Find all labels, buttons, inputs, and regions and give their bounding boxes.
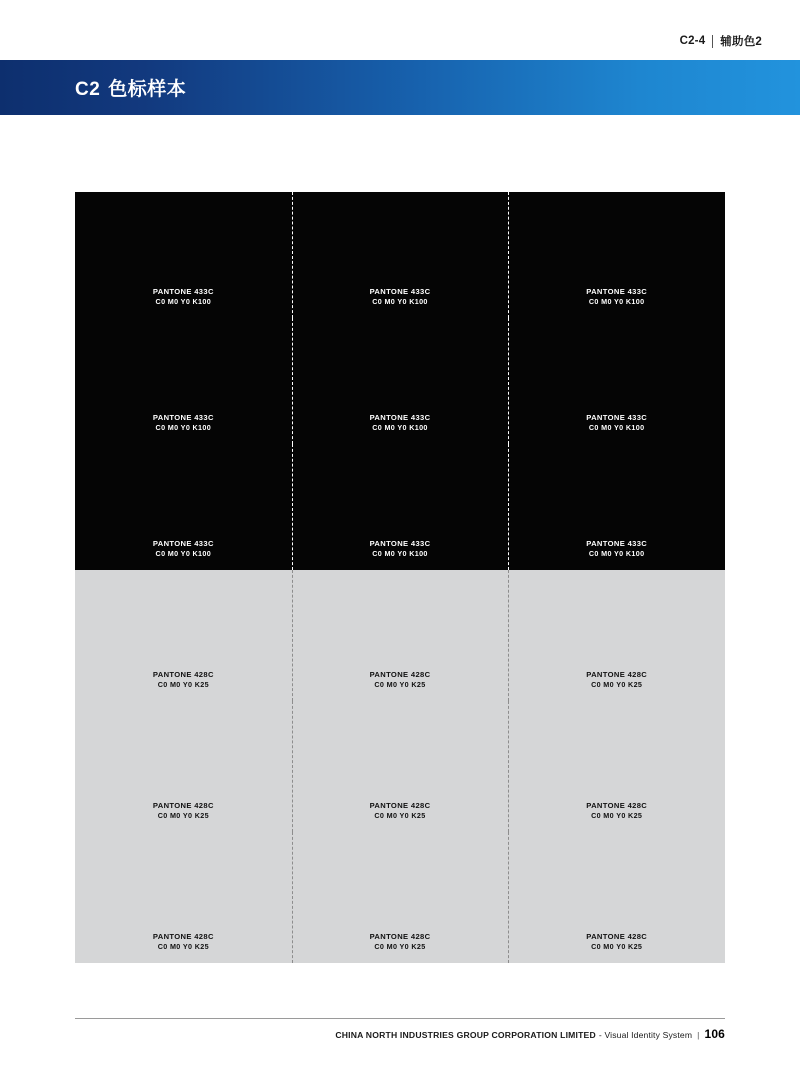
swatch-pantone-name: PANTONE 433C	[586, 538, 648, 548]
color-swatch	[508, 444, 725, 570]
swatch-row	[75, 318, 725, 444]
swatch-cmyk-mix: C0 M0 Y0 K25	[157, 810, 209, 820]
color-swatch	[75, 318, 292, 444]
swatch-caption	[75, 931, 292, 952]
color-swatch	[508, 192, 725, 318]
swatch-cmyk-mix: C0 M0 Y0 K25	[374, 941, 426, 951]
marker-divider	[712, 35, 713, 48]
swatch-pantone-name: PANTONE 428C	[152, 931, 214, 941]
color-swatch	[508, 570, 725, 701]
color-swatch	[75, 832, 292, 963]
swatch-pantone-name: PANTONE 428C	[586, 931, 648, 941]
color-swatch	[508, 832, 725, 963]
color-swatch-grid	[75, 192, 725, 963]
swatch-row	[75, 701, 725, 832]
page-title	[75, 74, 186, 101]
swatch-cmyk-mix: C0 M0 Y0 K25	[374, 679, 426, 689]
section-marker	[680, 33, 762, 49]
swatch-caption	[75, 412, 292, 433]
footer-divider	[75, 1018, 725, 1019]
swatch-cmyk-mix: C0 M0 Y0 K100	[588, 422, 645, 432]
color-swatch	[75, 444, 292, 570]
swatch-caption	[508, 538, 725, 559]
swatch-row	[75, 570, 725, 701]
swatch-caption	[75, 669, 292, 690]
swatch-pantone-name: PANTONE 433C	[152, 286, 214, 296]
swatch-pantone-name: PANTONE 433C	[152, 538, 214, 548]
color-swatch	[292, 832, 509, 963]
swatch-pantone-name: PANTONE 433C	[369, 412, 431, 422]
swatch-caption	[292, 800, 509, 821]
swatch-cmyk-mix: C0 M0 Y0 K100	[372, 296, 428, 306]
color-swatch	[292, 318, 509, 444]
swatch-cmyk-mix: C0 M0 Y0 K25	[591, 810, 643, 820]
swatch-pantone-name: PANTONE 428C	[369, 931, 431, 941]
section-label: 辅助色2	[720, 36, 762, 48]
footer	[335, 1027, 725, 1041]
color-swatch	[75, 192, 292, 318]
swatch-caption	[508, 931, 725, 952]
swatch-cmyk-mix: C0 M0 Y0 K25	[157, 941, 209, 951]
swatch-caption	[292, 538, 509, 559]
swatch-cmyk-mix: C0 M0 Y0 K100	[372, 548, 428, 558]
swatch-pantone-name: PANTONE 433C	[586, 286, 648, 296]
swatch-caption	[75, 538, 292, 559]
page-title-code: C2	[75, 79, 101, 100]
swatch-caption	[75, 800, 292, 821]
swatch-caption	[508, 412, 725, 433]
swatch-caption	[292, 931, 509, 952]
page-number: 106	[704, 1027, 725, 1041]
swatch-caption	[75, 286, 292, 307]
swatch-cmyk-mix: C0 M0 Y0 K100	[588, 548, 645, 558]
footer-separator: |	[697, 1030, 700, 1040]
swatch-row	[75, 192, 725, 318]
swatch-caption	[292, 669, 509, 690]
color-swatch	[292, 192, 509, 318]
footer-subtitle: - Visual Identity System	[598, 1030, 693, 1040]
swatch-cmyk-mix: C0 M0 Y0 K100	[155, 422, 212, 432]
swatch-pantone-name: PANTONE 428C	[586, 800, 648, 810]
swatch-caption	[292, 286, 509, 307]
color-swatch	[75, 701, 292, 832]
footer-company: CHINA NORTH INDUSTRIES GROUP CORPORATION LIMITED	[335, 1030, 596, 1040]
swatch-caption	[292, 412, 509, 433]
swatch-caption	[508, 800, 725, 821]
swatch-cmyk-mix: C0 M0 Y0 K25	[157, 679, 209, 689]
swatch-pantone-name: PANTONE 428C	[586, 669, 648, 679]
swatch-pantone-name: PANTONE 433C	[369, 286, 431, 296]
swatch-row	[75, 832, 725, 963]
page-title-text: 色标样本	[108, 79, 187, 100]
swatch-cmyk-mix: C0 M0 Y0 K100	[588, 296, 645, 306]
swatch-cmyk-mix: C0 M0 Y0 K100	[155, 296, 212, 306]
swatch-caption	[508, 669, 725, 690]
swatch-cmyk-mix: C0 M0 Y0 K100	[372, 422, 428, 432]
color-swatch	[292, 570, 509, 701]
color-swatch	[508, 701, 725, 832]
swatch-pantone-name: PANTONE 428C	[369, 669, 431, 679]
swatch-pantone-name: PANTONE 433C	[369, 538, 431, 548]
color-swatch	[75, 570, 292, 701]
swatch-pantone-name: PANTONE 428C	[152, 669, 214, 679]
swatch-pantone-name: PANTONE 428C	[152, 800, 214, 810]
section-code: C2-4	[679, 35, 706, 47]
color-swatch	[292, 701, 509, 832]
swatch-pantone-name: PANTONE 433C	[152, 412, 214, 422]
color-swatch	[508, 318, 725, 444]
swatch-cmyk-mix: C0 M0 Y0 K25	[591, 941, 643, 951]
swatch-cmyk-mix: C0 M0 Y0 K25	[591, 679, 643, 689]
swatch-pantone-name: PANTONE 428C	[369, 800, 431, 810]
swatch-pantone-name: PANTONE 433C	[586, 412, 648, 422]
swatch-cmyk-mix: C0 M0 Y0 K25	[374, 810, 426, 820]
swatch-cmyk-mix: C0 M0 Y0 K100	[155, 548, 212, 558]
swatch-row	[75, 444, 725, 570]
color-swatch	[292, 444, 509, 570]
swatch-caption	[508, 286, 725, 307]
